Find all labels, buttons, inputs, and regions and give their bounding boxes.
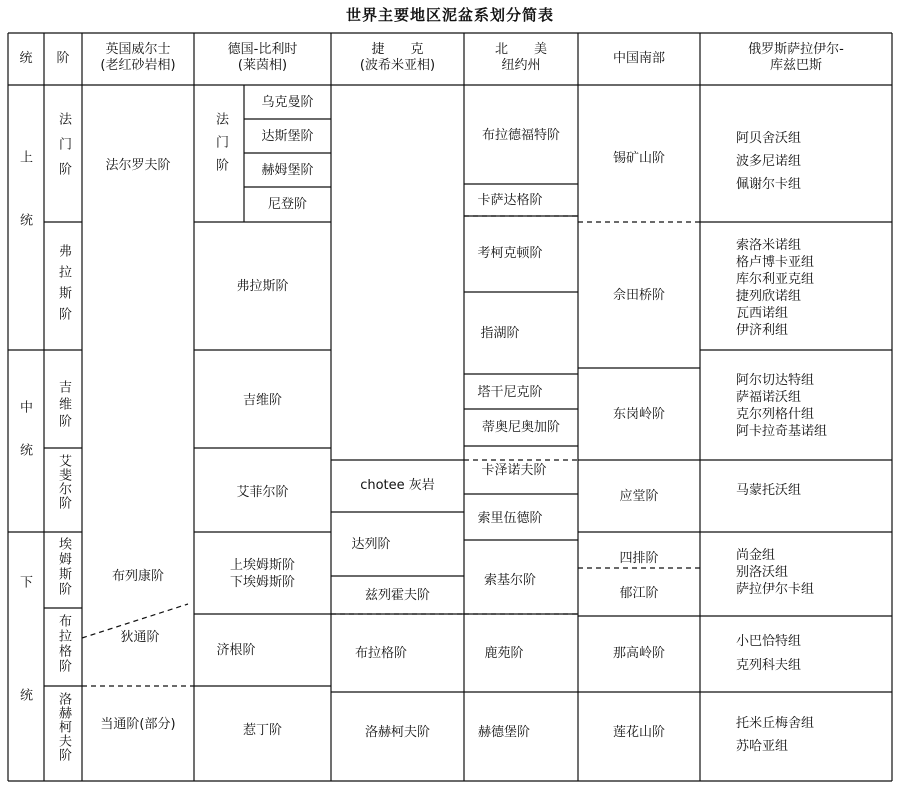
de-frasnian: 弗拉斯阶 xyxy=(236,279,289,294)
ru-unit: 别洛沃组 xyxy=(736,565,789,580)
stage-emsian: 埃姆斯阶 xyxy=(56,537,71,597)
ru-unit: 格卢博卡亚组 xyxy=(736,255,815,270)
header-de-name: 德国-比利时 xyxy=(227,42,298,57)
ru-group-7 xyxy=(736,712,814,758)
cn-donggangling: 东岗岭阶 xyxy=(612,407,665,422)
header-cz-name: 捷 克 xyxy=(371,42,424,57)
de-dasbergian: 达斯堡阶 xyxy=(261,129,314,144)
cn-shetianqiao: 佘田桥阶 xyxy=(612,288,665,303)
na-fingerlakes: 指湖阶 xyxy=(480,326,520,341)
stage-pragian: 布拉格阶 xyxy=(56,614,71,674)
ru-unit: 萨拉伊尔卡组 xyxy=(736,582,815,597)
header-ru xyxy=(700,42,892,74)
stage-givetian: 吉维阶 xyxy=(56,380,71,431)
table-title: 世界主要地区泥盆系划分简表 xyxy=(345,6,554,24)
ru-unit: 克尔列格什组 xyxy=(736,407,815,422)
ru-group-4 xyxy=(736,482,801,499)
uk-dittonian: 狄通阶 xyxy=(120,630,160,645)
series-middle: 中统 xyxy=(17,400,32,486)
na-tioughniogan: 蒂奥尼奥加阶 xyxy=(481,420,560,435)
ru-unit: 捷列欣诺组 xyxy=(736,289,802,304)
stage-frasnian: 弗拉斯阶 xyxy=(56,244,71,328)
de-eifelian: 艾菲尔阶 xyxy=(236,485,289,500)
header-cz-facies: (波希米亚相) xyxy=(359,58,436,73)
ru-unit: 伊济利组 xyxy=(736,323,789,338)
na-sawkill: 索基尔阶 xyxy=(483,573,536,588)
ru-unit: 阿卡拉奇基诺组 xyxy=(736,424,828,439)
cz-lochkovian: 洛赫柯夫阶 xyxy=(364,725,430,740)
de-emsian-lower: 下埃姆斯阶 xyxy=(229,575,295,590)
ru-unit: 马蒙托沃组 xyxy=(736,483,802,498)
ru-unit: 阿尔切达特组 xyxy=(736,373,815,388)
de-wocklumian: 乌克曼阶 xyxy=(261,95,314,110)
na-helderbergian: 赫德堡阶 xyxy=(477,725,530,740)
de-famennian: 法门阶 xyxy=(213,112,228,181)
header-ru-l1: 俄罗斯萨拉伊尔- xyxy=(748,42,844,57)
cz-chotec: chotee 灰岩 xyxy=(360,478,435,493)
series-upper: 上统 xyxy=(17,150,32,276)
cn-sipai: 四排阶 xyxy=(619,551,659,566)
ru-unit: 索洛米诺组 xyxy=(736,238,802,253)
stage-eifelian: 艾斐尔阶 xyxy=(56,454,71,510)
header-series: 统 xyxy=(19,51,33,66)
na-cazenovian: 卡泽诺夫阶 xyxy=(481,463,547,478)
header-de xyxy=(194,42,331,74)
de-gedinnian: 惹丁阶 xyxy=(242,723,282,738)
cn-yujiang: 郁江阶 xyxy=(619,586,659,601)
header-cn: 中国南部 xyxy=(612,51,665,66)
cz-dalejan: 达列阶 xyxy=(351,537,391,552)
ru-group-1 xyxy=(736,127,801,196)
ru-unit: 托米丘梅舍组 xyxy=(736,716,815,731)
na-taghanic: 塔干尼克阶 xyxy=(477,385,543,400)
na-chautauquan: 考柯克顿阶 xyxy=(477,246,543,261)
uk-farlovian: 法尔罗夫阶 xyxy=(105,158,171,173)
cn-yingtang: 应堂阶 xyxy=(619,489,659,504)
na-bradfordian: 布拉德福特阶 xyxy=(481,128,560,143)
header-de-facies: (莱茵相) xyxy=(237,58,288,73)
header-na-state: 纽约州 xyxy=(501,58,541,73)
header-cz xyxy=(331,42,464,74)
ru-unit: 波多尼诺组 xyxy=(736,154,802,169)
series-lower: 下统 xyxy=(17,575,32,801)
ru-group-6 xyxy=(736,630,801,678)
de-siegenian: 济根阶 xyxy=(216,643,256,658)
ru-group-2 xyxy=(736,237,814,339)
cn-lianhuashan: 莲花山阶 xyxy=(612,725,665,740)
na-deerpark: 鹿苑阶 xyxy=(484,646,524,661)
uk-downtonian: 当通阶(部分) xyxy=(100,717,176,732)
header-uk-name: 英国威尔士 xyxy=(105,42,171,57)
stage-famennian: 法门阶 xyxy=(56,112,71,187)
na-southwood: 索里伍德阶 xyxy=(477,511,543,526)
de-emsian-upper: 上埃姆斯阶 xyxy=(229,558,295,573)
header-uk-facies: (老红砂岩相) xyxy=(100,58,176,73)
de-givetian: 吉维阶 xyxy=(242,393,282,408)
de-hembergian: 赫姆堡阶 xyxy=(261,163,314,178)
header-na xyxy=(464,42,578,74)
ru-unit: 阿贝舍沃组 xyxy=(736,131,802,146)
header-stage: 阶 xyxy=(56,51,70,66)
cn-xikuangshan: 锡矿山阶 xyxy=(612,151,665,166)
ru-unit: 苏哈亚组 xyxy=(736,739,789,754)
cz-pragian: 布拉格阶 xyxy=(354,646,407,661)
ru-group-3 xyxy=(736,372,827,440)
de-nehdenian: 尼登阶 xyxy=(267,197,307,212)
ru-unit: 小巴恰特组 xyxy=(736,634,802,649)
cz-zlichovian: 兹列霍夫阶 xyxy=(364,588,430,603)
ru-unit: 尚金组 xyxy=(736,548,776,563)
ru-unit: 佩谢尔卡组 xyxy=(736,177,802,192)
header-ru-l2: 库兹巴斯 xyxy=(769,58,822,73)
uk-breconian: 布列康阶 xyxy=(111,569,164,584)
ru-unit: 克列科夫组 xyxy=(736,658,802,673)
ru-unit: 库尔利亚克组 xyxy=(736,272,815,287)
na-cassadagan: 卡萨达格阶 xyxy=(477,193,543,208)
header-uk xyxy=(82,42,194,74)
cn-nagaoling: 那高岭阶 xyxy=(612,646,665,661)
header-na-name: 北 美 xyxy=(494,42,547,57)
ru-unit: 萨福诺沃组 xyxy=(736,390,802,405)
ru-group-5 xyxy=(736,547,814,598)
ru-unit: 瓦西诺组 xyxy=(736,306,789,321)
stage-lochkovian: 洛赫柯夫阶 xyxy=(56,692,71,762)
